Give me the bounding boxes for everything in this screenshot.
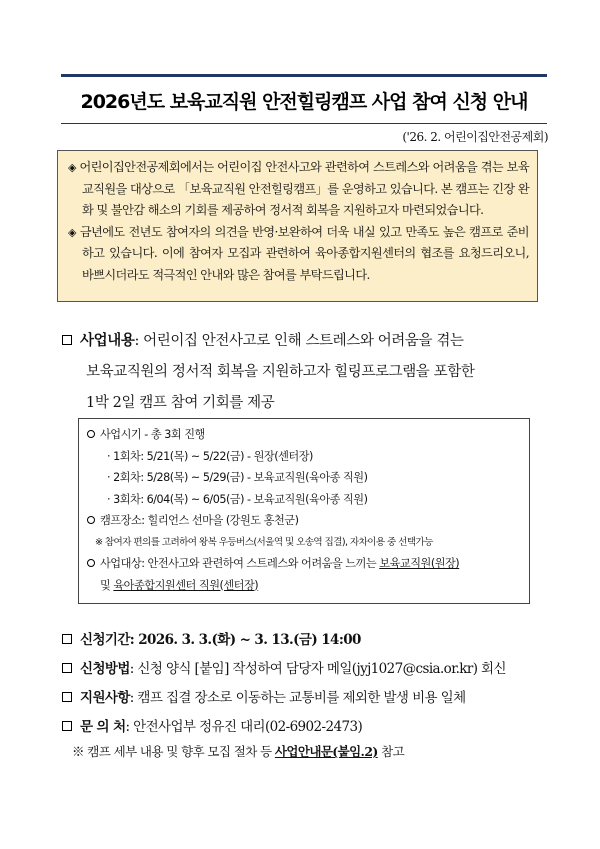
details-box: [78, 418, 530, 604]
notice-box: [57, 150, 538, 302]
support-value: : 캠프 집결 장소로 이동하는 교통비를 제외한 발생 비용 일체: [129, 690, 466, 706]
notice-text-1: 어린이집안전공제회에서는 어린이집 안전사고와 관련하여 스트레스와 어려움을 겪는 보육교직원을 대상으로 「보육교직원 안전힐링캠프」를 운영하고 있습니다. 본 캠프는 긴장 완화 및 불안감 해소의 기회를 제공하여 정서적 회복을 지원하고자 마련되었습니다.: [79, 160, 530, 217]
round-3: · 3회차: 6/04(목) ~ 6/05(금) - 보육교직원(육아종 직원): [107, 492, 368, 506]
attachment-reference: 사업안내문(붙임.2): [274, 744, 378, 759]
target-line2-prefix: 및: [100, 578, 114, 592]
checkbox-square-icon: [62, 721, 72, 731]
method-label: 신청방법: [80, 661, 130, 677]
business-line-3: 1박 2일 캠프 참여 기회를 제공: [86, 395, 275, 411]
contact-value: : 안전사업부 정유진 대리(02-6902-2473): [125, 719, 363, 735]
round-2: · 2회차: 5/28(목) ~ 5/29(금) - 보육교직원(육아종 직원): [107, 471, 368, 484]
support-info: [62, 686, 466, 706]
contact-info: [62, 715, 362, 735]
target-underlined-2: 육아종합지원센터 직원(센터장): [113, 578, 259, 592]
circle-bullet-icon: [87, 559, 95, 567]
notice-paragraph-2: [68, 222, 529, 287]
period-info: [62, 628, 361, 648]
transport-note: ※ 참여자 편의를 고려하여 왕복 우등버스(서울역 및 오송역 집결), 자차이용 중 선택가능: [95, 536, 433, 548]
business-line-2: 보육교직원의 정서적 회복을 지원하고자 힐링프로그램을 포함한: [86, 364, 475, 380]
footer-prefix: ※ 캠프 세부 내용 및 향후 모집 절차 등: [72, 744, 275, 759]
location-row: [87, 510, 521, 532]
round-1: · 1회차: 5/21(목) ~ 5/22(금) - 원장(센터장): [107, 449, 313, 463]
checkbox-square-icon: [62, 692, 72, 702]
target-text: 사업대상: 안전사고와 관련하여 스트레스와 어려움을 느끼는: [100, 557, 380, 570]
checkbox-square-icon: [62, 634, 72, 644]
period-text: 사업시기 - 총 3회 진행: [100, 428, 205, 441]
support-label: 지원사항: [80, 690, 130, 706]
location-text: 캠프장소: 힐리언스 선마을 (강원도 홍천군): [100, 514, 299, 527]
period-value: : 2026. 3. 3.(화) ~ 3. 13.(금) 14:00: [129, 632, 361, 648]
checkbox-square-icon: [62, 335, 72, 345]
target-row-2: [87, 575, 521, 597]
target-underlined-1: 보육교직원(원장): [379, 557, 460, 570]
footer-suffix: 참고: [377, 744, 405, 759]
business-section: [62, 325, 542, 419]
footer-note: [72, 742, 404, 760]
period-row: [87, 424, 521, 446]
issue-date: ('26. 2. 어린이집안전공제회): [402, 130, 548, 144]
circle-bullet-icon: [87, 516, 95, 524]
business-colon: :: [134, 333, 144, 349]
business-label: 사업내용: [80, 332, 135, 349]
notice-paragraph-1: [68, 157, 529, 222]
target-row: [87, 553, 521, 575]
checkbox-square-icon: [62, 663, 72, 673]
business-line-1: [62, 325, 542, 357]
diamond-bullet-icon: ◈: [68, 161, 76, 174]
title-banner: [61, 74, 547, 124]
method-value: : 신청 양식 [붙임] 작성하여 담당자 메일(jyj1027@csia.or.kr) 회신: [129, 661, 506, 677]
contact-label: 문 의 처: [80, 719, 126, 735]
diamond-bullet-icon: ◈: [68, 225, 76, 239]
period-label: 신청기간: [80, 632, 130, 648]
notice-text-2: 금년에도 전년도 참여자의 의견을 반영·보완하여 더욱 내실 있고 만족도 높은 캠프로 준비하고 있습니다. 이에 참여자 모집과 관련하여 육아종합지원센터의 협조를 요청드리오니, 바쁘시더라도 적극적인 안내와 많은 참여를 부탁드립니다.: [79, 224, 529, 282]
method-info: [62, 657, 506, 677]
business-text-1: 어린이집 안전사고로 인해 스트레스와 어려움을 겪는: [143, 333, 464, 349]
page-title: 2026년도 보육교직원 안전힐링캠프 사업 참여 신청 안내: [80, 91, 528, 113]
circle-bullet-icon: [87, 430, 95, 438]
